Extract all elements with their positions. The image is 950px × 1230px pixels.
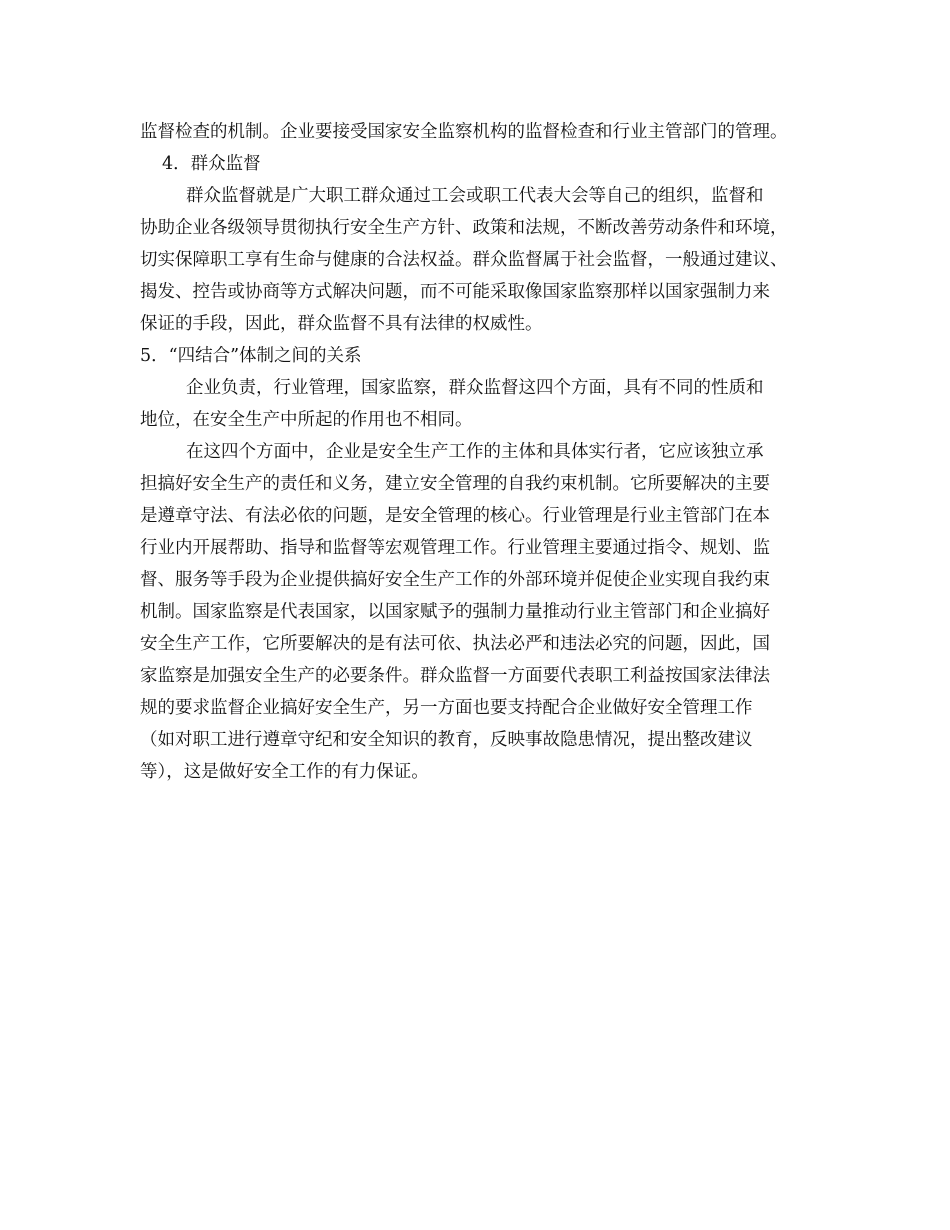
text-line: 规的要求监督企业搞好安全生产，另一方面也要支持配合企业做好安全管理工作 (140, 698, 753, 718)
text-line: 地位，在安全生产中所起的作用也不相同。 (140, 410, 473, 430)
text-line: 是遵章守法、有法必依的问题，是安全管理的核心。行业管理是行业主管部门在本 (140, 506, 770, 526)
text-line: （如对职工进行遵章守纪和安全知识的教育，反映事故隐患情况，提出整改建议 (140, 730, 753, 750)
text-line: 等），这是做好安全工作的有力保证。 (140, 762, 429, 782)
text-line: 安全生产工作，它所要解决的是有法可依、执法必严和违法必究的问题，因此，国 (140, 634, 770, 654)
paragraph-first-line: 企业负责，行业管理，国家监察，群众监督这四个方面，具有不同的性质和 (186, 378, 764, 398)
paragraph-first-line: 在这四个方面中，企业是安全生产工作的主体和具体实行者，它应该独立承 (186, 442, 764, 462)
section-heading: 5．“四结合”体制之间的关系 (140, 346, 362, 366)
text-line: 揭发、控告或协商等方式解决问题，而不可能采取像国家监察那样以国家强制力来 (140, 282, 770, 302)
paragraph-first-line: 群众监督就是广大职工群众通过工会或职工代表大会等自己的组织，监督和 (186, 186, 764, 206)
text-line: 监督检查的机制。企业要接受国家安全监察机构的监督检查和行业主管部门的管理。 (140, 122, 788, 142)
text-line: 协助企业各级领导贯彻执行安全生产方针、政策和法规，不断改善劳动条件和环境， (140, 218, 788, 238)
text-line: 行业内开展帮助、指导和监督等宏观管理工作。行业管理主要通过指令、规划、监 (140, 538, 770, 558)
text-line: 机制。国家监察是代表国家，以国家赋予的强制力量推动行业主管部门和企业搞好 (140, 602, 770, 622)
text-line: 保证的手段，因此，群众监督不具有法律的权威性。 (140, 314, 543, 334)
text-line: 家监察是加强安全生产的必要条件。群众监督一方面要代表职工利益按国家法律法 (140, 666, 770, 686)
text-line: 督、服务等手段为企业提供搞好安全生产工作的外部环境并促使企业实现自我约束 (140, 570, 770, 590)
text-line: 切实保障职工享有生命与健康的合法权益。群众监督属于社会监督，一般通过建议、 (140, 250, 788, 270)
section-heading: 4．群众监督 (162, 154, 261, 174)
text-line: 担搞好安全生产的责任和义务，建立安全管理的自我约束机制。它所要解决的主要 (140, 474, 770, 494)
